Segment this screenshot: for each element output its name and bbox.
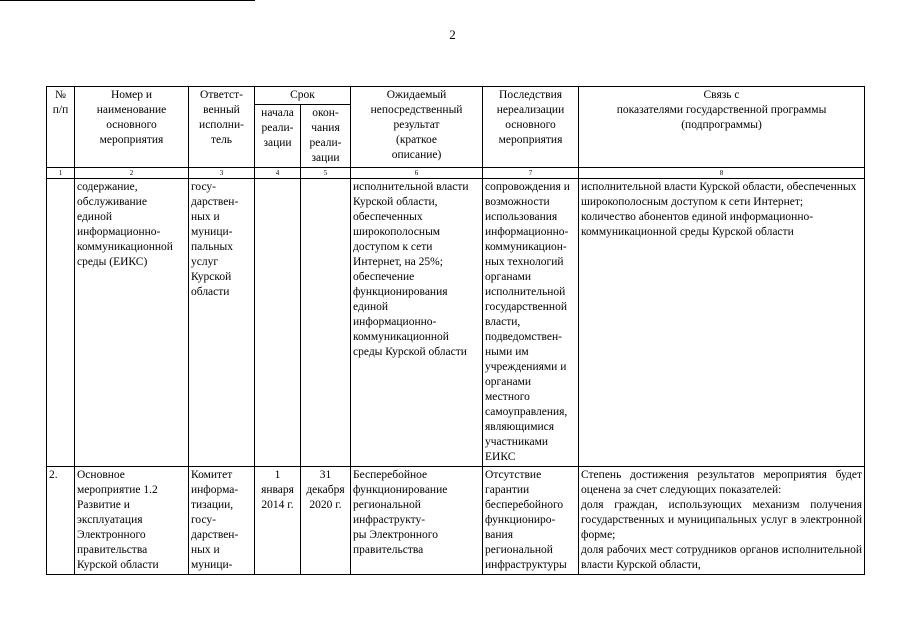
- column-number: 7: [483, 168, 579, 179]
- column-number: 5: [301, 168, 351, 179]
- column-number-row: [47, 168, 865, 179]
- page-number: 2: [449, 27, 456, 42]
- cell-result: исполнительной власти Курской области, обеспеченных широкополосным доступом к сети Интернет, на 25%; обеспечение функционирования единой информационно- коммуникационной среды Курской области: [351, 179, 483, 467]
- header-executor: Ответст- венный исполни- тель: [189, 87, 255, 168]
- cell-end: 31 декабря 2020 г.: [301, 467, 351, 575]
- column-number: 1: [47, 168, 75, 179]
- cell-start: 1 января 2014 г.: [255, 467, 301, 575]
- column-number: 6: [351, 168, 483, 179]
- cell-num: [47, 179, 75, 467]
- header-consequences: Последствия нереализации основного мероприятия: [483, 87, 579, 168]
- top-rule: [0, 0, 255, 1]
- column-number: 2: [75, 168, 189, 179]
- header-result: Ожидаемый непосредственный результат (краткое описание): [351, 87, 483, 168]
- cell-name: содержание, обслуживание единой информационно- коммуникационной среды (ЕИКС): [75, 179, 189, 467]
- cell-consequences: Отсутствие гарантии бесперебойного функциониро- вания региональной инфраструктуры: [483, 467, 579, 575]
- cell-end: [301, 179, 351, 467]
- table-row: [47, 179, 865, 467]
- cell-start: [255, 179, 301, 467]
- cell-name: Основное мероприятие 1.2 Развитие и эксплуатация Электронного правительства Курской области: [75, 467, 189, 575]
- cell-consequences: сопровождения и возможности использования информационно- коммуникацион- ных технологий органами исполнительной государственной власти, подведомствен- ными им учреждениями и органами местного самоуправления, являющимися участниками ЕИКС: [483, 179, 579, 467]
- header-term-end: окон- чания реали- зации: [301, 105, 351, 168]
- header-name: Номер и наименование основного мероприятия: [75, 87, 189, 168]
- header-term-start: начала реали- зации: [255, 105, 301, 168]
- header-term: Срок: [255, 87, 351, 105]
- table-row: [47, 467, 865, 575]
- cell-result: Бесперебойное функционирование региональной инфраструкту- ры Электронного правительства: [351, 467, 483, 575]
- cell-executor: Комитет информа- тизации, госу- дарствен- ных и муници-: [189, 467, 255, 575]
- cell-link: Степень достижения результатов мероприятия будет оценена за счет следующих показателей: доля граждан, использующих механизм получения государственных и муниципальных услуг в электронной форме; доля рабочих мест сотрудников органов исполнительной власти Курской области,: [579, 467, 865, 575]
- header-link: Связь с показателями государственной программы (подпрограммы): [579, 87, 865, 168]
- cell-executor: госу- дарствен- ных и муници- пальных услуг Курской области: [189, 179, 255, 467]
- cell-link: исполнительной власти Курской области, обеспеченных широкополосным доступом к сети Интернет; количество абонентов единой информационно-коммуникационной среды Курской области: [579, 179, 865, 467]
- column-number: 4: [255, 168, 301, 179]
- column-number: 3: [189, 168, 255, 179]
- column-number: 8: [579, 168, 865, 179]
- activities-table: [46, 86, 865, 575]
- cell-num: 2.: [47, 467, 75, 575]
- header-num: № п/п: [47, 87, 75, 168]
